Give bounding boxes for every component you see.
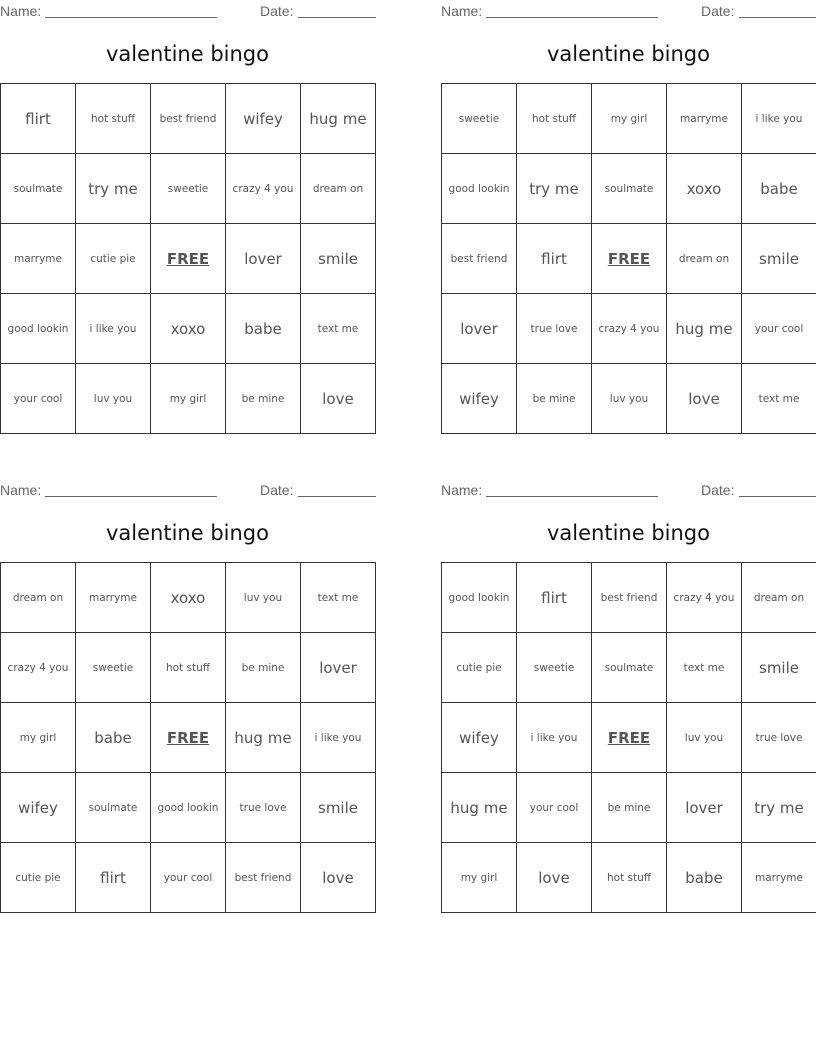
bingo-cell: soulmate [76,773,151,843]
bingo-card-4 [441,479,816,887]
name-date-row [441,479,816,501]
bingo-cell: my girl [442,843,517,913]
bingo-row [442,364,816,434]
bingo-row [1,633,376,703]
bingo-row [442,843,816,913]
bingo-cell: be mine [226,633,301,703]
card-title: valentine bingo [547,521,710,545]
bingo-grid [441,83,816,434]
bingo-cell: be mine [226,364,301,434]
bingo-cell: marryme [667,84,742,154]
bingo-row [442,703,816,773]
bingo-cell: hug me [442,773,517,843]
bingo-cell: crazy 4 you [1,633,76,703]
bingo-cell: true love [517,294,592,364]
bingo-cell: try me [742,773,816,843]
card-title: valentine bingo [106,521,269,545]
bingo-cell: i like you [76,294,151,364]
bingo-cell: crazy 4 you [667,563,742,633]
bingo-cell: xoxo [151,563,226,633]
bingo-cell: my girl [151,364,226,434]
free-space-cell: FREE [592,224,667,294]
bingo-row [1,563,376,633]
date-label: Date: [701,482,735,498]
bingo-cell: xoxo [151,294,226,364]
bingo-cell: hot stuff [592,843,667,913]
bingo-row [1,703,376,773]
bingo-cell: cutie pie [1,843,76,913]
bingo-cell: your cool [151,843,226,913]
name-date-row [441,0,816,22]
bingo-cell: lover [442,294,517,364]
bingo-cell: text me [742,364,816,434]
name-label: Name: [0,3,42,19]
bingo-cell: hug me [667,294,742,364]
date-line [298,496,376,497]
bingo-cell: be mine [517,364,592,434]
bingo-cell: sweetie [517,633,592,703]
bingo-cell: marryme [76,563,151,633]
free-space-cell: FREE [592,703,667,773]
bingo-cell: dream on [301,154,376,224]
bingo-cell: text me [667,633,742,703]
bingo-row [442,563,816,633]
bingo-cell: love [301,364,376,434]
bingo-cell: love [667,364,742,434]
bingo-cell: i like you [742,84,816,154]
bingo-cell: lover [667,773,742,843]
bingo-cell: crazy 4 you [592,294,667,364]
bingo-cell: best friend [592,563,667,633]
bingo-cell: hug me [301,84,376,154]
bingo-cell: babe [742,154,816,224]
bingo-cell: text me [301,563,376,633]
bingo-cell: good lookin [151,773,226,843]
bingo-cell: hug me [226,703,301,773]
bingo-cell: be mine [592,773,667,843]
date-line [298,17,376,18]
bingo-row [442,294,816,364]
bingo-cell: your cool [1,364,76,434]
bingo-grid [0,562,376,913]
bingo-cell: i like you [517,703,592,773]
name-label: Name: [441,3,483,19]
name-line [486,17,658,18]
bingo-cell: flirt [76,843,151,913]
bingo-cell: wifey [1,773,76,843]
bingo-cell: smile [301,224,376,294]
name-line [45,496,217,497]
bingo-row [1,364,376,434]
bingo-cell: good lookin [1,294,76,364]
free-space-cell: FREE [151,703,226,773]
bingo-cell: your cool [517,773,592,843]
bingo-cell: my girl [592,84,667,154]
bingo-card-2 [441,0,816,408]
bingo-cell: cutie pie [442,633,517,703]
bingo-row [1,154,376,224]
bingo-cell: babe [226,294,301,364]
bingo-cell: sweetie [442,84,517,154]
card-title: valentine bingo [106,42,269,66]
free-space-cell: FREE [151,224,226,294]
bingo-cell: luv you [592,364,667,434]
bingo-cell: try me [517,154,592,224]
bingo-cell: sweetie [151,154,226,224]
bingo-cell: xoxo [667,154,742,224]
bingo-row [442,154,816,224]
bingo-cell: true love [742,703,816,773]
bingo-cell: luv you [667,703,742,773]
bingo-cell: flirt [1,84,76,154]
bingo-cell: luv you [226,563,301,633]
bingo-cell: marryme [1,224,76,294]
bingo-cell: wifey [442,364,517,434]
bingo-cell: dream on [742,563,816,633]
name-label: Name: [0,482,42,498]
bingo-cell: hot stuff [517,84,592,154]
bingo-cell: dream on [667,224,742,294]
bingo-cell: marryme [742,843,816,913]
bingo-cell: good lookin [442,154,517,224]
bingo-row [442,773,816,843]
name-label: Name: [441,482,483,498]
bingo-cell: my girl [1,703,76,773]
bingo-grid [0,83,376,434]
bingo-row [442,633,816,703]
bingo-row [1,843,376,913]
bingo-card-1 [0,0,375,408]
bingo-grid [441,562,816,913]
bingo-cell: your cool [742,294,816,364]
bingo-cell: soulmate [1,154,76,224]
bingo-cell: good lookin [442,563,517,633]
bingo-cell: luv you [76,364,151,434]
bingo-cell: wifey [442,703,517,773]
bingo-cell: babe [76,703,151,773]
bingo-cell: best friend [442,224,517,294]
name-date-row [0,479,375,501]
bingo-cell: smile [301,773,376,843]
bingo-cell: love [301,843,376,913]
bingo-cell: cutie pie [76,224,151,294]
bingo-cell: wifey [226,84,301,154]
bingo-cell: best friend [226,843,301,913]
bingo-cell: babe [667,843,742,913]
date-line [739,496,816,497]
name-line [486,496,658,497]
date-line [739,17,816,18]
bingo-cell: flirt [517,224,592,294]
bingo-cell: sweetie [76,633,151,703]
bingo-cell: soulmate [592,154,667,224]
bingo-cell: dream on [1,563,76,633]
bingo-cell: soulmate [592,633,667,703]
bingo-cell: true love [226,773,301,843]
bingo-cell: crazy 4 you [226,154,301,224]
bingo-card-3 [0,479,375,887]
bingo-cell: i like you [301,703,376,773]
name-line [45,17,217,18]
bingo-row [1,224,376,294]
bingo-row [442,84,816,154]
bingo-row [442,224,816,294]
bingo-cell: hot stuff [151,633,226,703]
card-title: valentine bingo [547,42,710,66]
bingo-cell: lover [226,224,301,294]
bingo-row [1,294,376,364]
bingo-row [1,84,376,154]
date-label: Date: [701,3,735,19]
date-label: Date: [260,482,294,498]
bingo-cell: try me [76,154,151,224]
bingo-cell: hot stuff [76,84,151,154]
bingo-cell: smile [742,224,816,294]
bingo-cell: love [517,843,592,913]
bingo-cell: flirt [517,563,592,633]
bingo-cell: text me [301,294,376,364]
name-date-row [0,0,375,22]
bingo-cell: smile [742,633,816,703]
bingo-cell: lover [301,633,376,703]
date-label: Date: [260,3,294,19]
bingo-cell: best friend [151,84,226,154]
bingo-row [1,773,376,843]
